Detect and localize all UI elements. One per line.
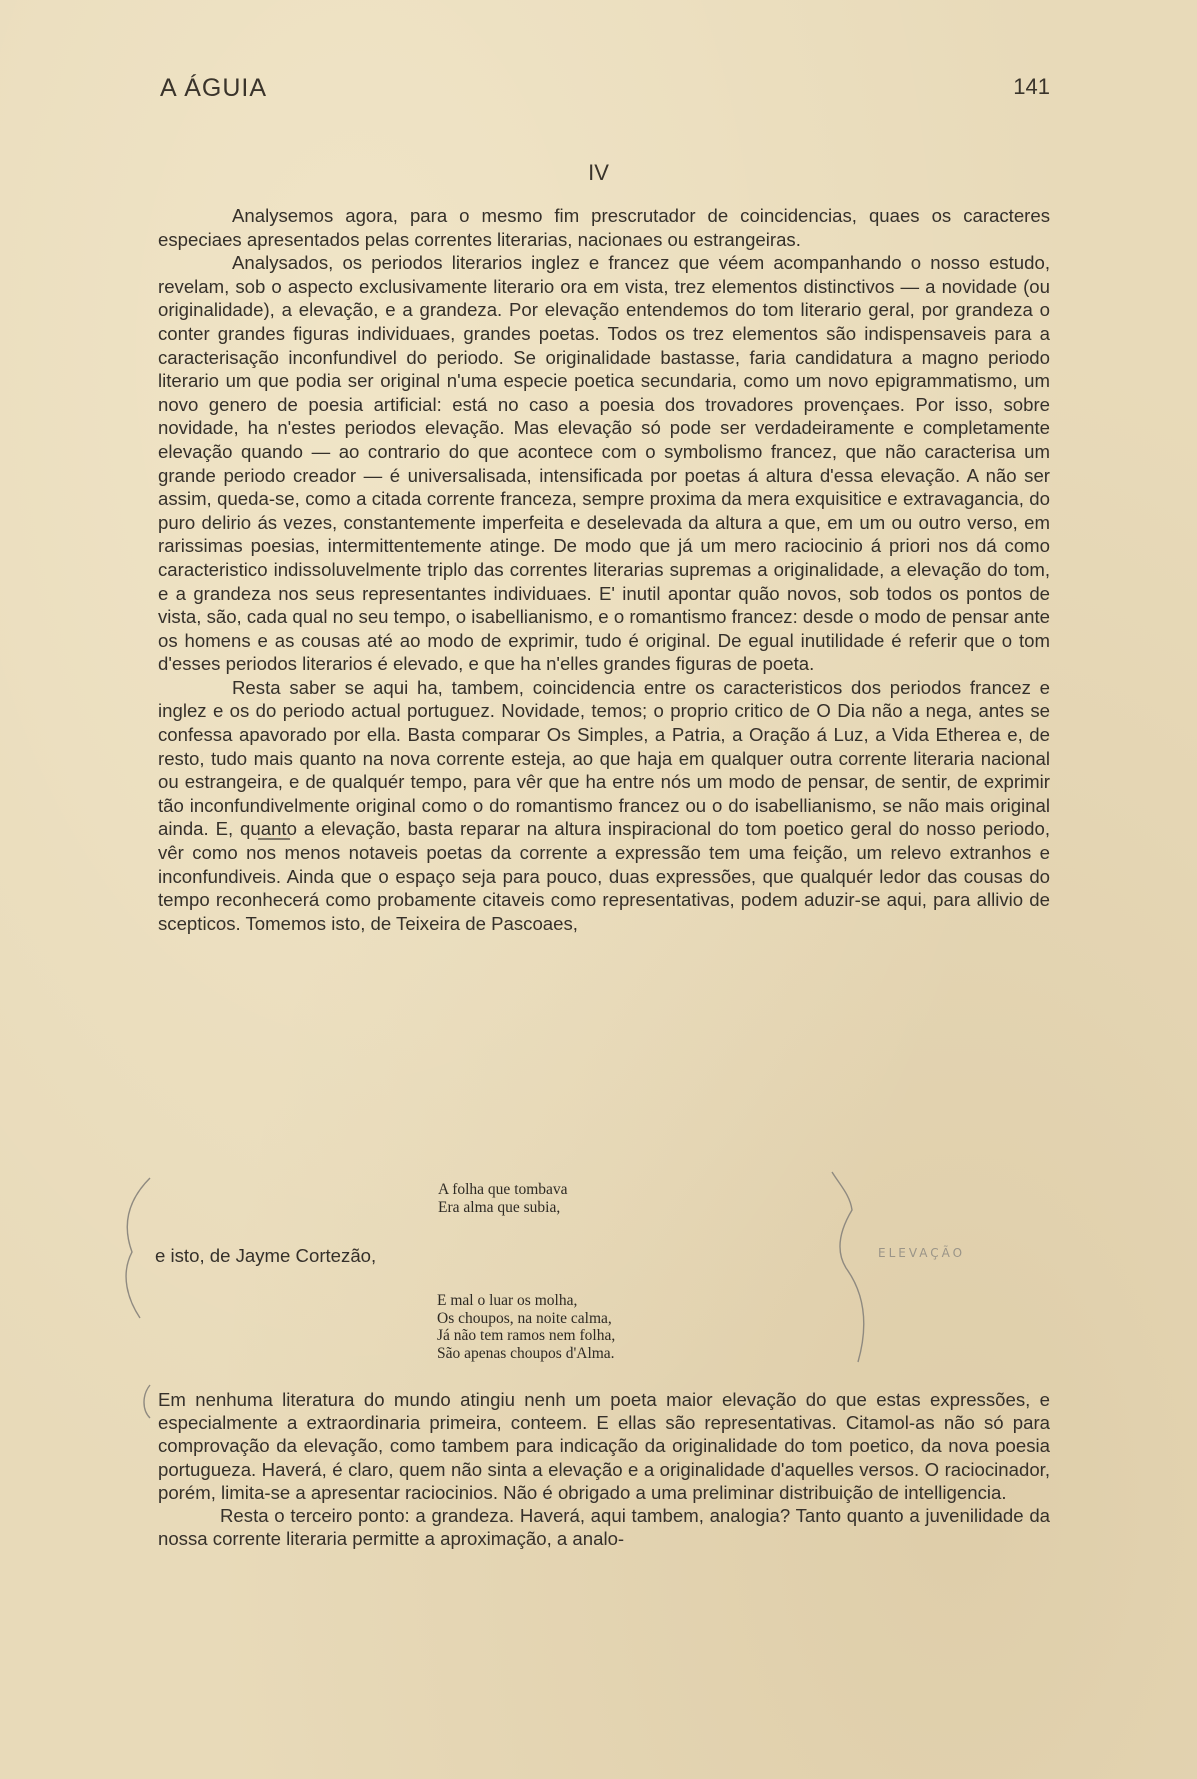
verse-intro-cortezao: e isto, de Jayme Cortezão, xyxy=(155,1245,377,1266)
paragraph-4: Em nenhuma literatura do mundo atingiu nenh um poeta maior elevação do que estas expressões, e especialmente a extraordinaria primeira, conteem. E ellas são representativas. Citamol-as não só para comprovação da elevação, como tambem para indicação da originalidade do tom poetico, da nova poesia portugueza. Haverá, é claro, quem não sinta a elevação e a originalidade d'aquelles versos. O raciocinador, porém, limita-se a apresentar raciocinios. Não é obrigado a uma preliminar distribuição de intelligencia. xyxy=(158,1389,1050,1503)
left-bracket-mark xyxy=(126,1178,150,1318)
verse-line: A folha que tombava xyxy=(438,1181,568,1198)
verse-line: Era alma que subia, xyxy=(438,1198,561,1216)
verse-line: São apenas choupos d'Alma. xyxy=(437,1344,615,1362)
paragraph-2: Analysados, os periodos literarios inglez e francez que véem acompanhando o nosso estudo, revelam, sob o aspecto exclusivamente literario ora em vista, trez elementos distinctivos — a novidade (ou originalidade), a elevação, e a grandeza. Por elevação entendemos do tom literario geral, por grandeza o conter grandes figuras individuaes, grandes poetas. Todos os trez elementos são indispensaveis para a caracterisação inconfundivel do periodo. Se originalidade bastasse, faria candidatura a magno periodo literario um que podia ser original n'uma especie poetica secundaria, como um novo epigrammatismo, um novo genero de poesia artificial: está no caso a poesia dos trovadores provençaes. Por isso, sobre novidade, ha n'estes periodos elevação. Mas elevação só pode ser verdadeiramente e completamente elevação quando — ao contrario do que acontece com o symbolismo francez, que não caracterisa um grande periodo creador — é universalisada, intensificada por poetas á altura d'essa elevação. A não ser assim, queda-se, como a citada corrente franceza, sempre proxima da mera exquisitice e extravagancia, do puro delirio ás vezes, constantemente imperfeita e deselevada da altura a que, em um ou outro verso, em rarissimas poesias, intermittentemente atinge. De modo que já um mero raciocinio á priori nos dá como caracteristico indissoluvelmente triplo das correntes literarias supremas a originalidade, a elevação do tom, e a grandeza nos seus representantes individuaes. E' inutil apontar quão novos, sob todos os pontos de vista, são, cada qual no seu tempo, o isabellianismo, e o romantismo francez: desde o modo de pensar ante os homens e as cousas até ao modo de exprimir, tudo é original. De egual inutilidade é referir que o tom d'esses periodos literarios é elevado, e que ha n'elles grandes figuras de poeta. xyxy=(158,252,1050,675)
section-heading: IV xyxy=(588,160,609,185)
page-number: 141 xyxy=(1013,74,1050,99)
verse-line: Os choupos, na noite calma, xyxy=(437,1309,612,1327)
paragraph-1: Analysemos agora, para o mesmo fim prescrutador de coincidencias, quaes os caracteres especiaes apresentados pelas correntes literarias, nacionaes ou estrangeiras. xyxy=(158,205,1050,250)
right-bracket-mark xyxy=(832,1172,864,1362)
main-text xyxy=(158,204,1050,935)
pencil-margin-note: ELEVAÇÃO xyxy=(878,1246,966,1260)
verse-line: Já não tem ramos nem folha, xyxy=(437,1327,616,1344)
left-bracket-lower-mark xyxy=(144,1385,150,1418)
paragraph-5: Resta o terceiro ponto: a grandeza. Haverá, aqui tambem, analogia? Tanto quanto a juvenilidade da nossa corrente literaria permitte a aproximação, a analo- xyxy=(158,1505,1050,1550)
verse-line: E mal o luar os molha, xyxy=(437,1292,578,1309)
paragraph-3: Resta saber se aqui ha, tambem, coincidencia entre os caracteristicos dos periodos francez e inglez e os do periodo actual portuguez. Novidade, temos; o proprio critico de O Dia não a nega, antes se confessa apavorado por ella. Basta comparar Os Simples, a Patria, a Oração á Luz, a Vida Etherea e, de resto, tudo mais quanto na nova corrente esteja, ao que haja em qualquer outra corrente literaria nacional ou estrangeira, e de qualquér tempo, para vêr que ha entre nós um modo de pensar, de sentir, de exprimir tão inconfundivelmente original como o do romantismo francez ou o do isabellianismo, se não mais original ainda. E, quanto a elevação, basta reparar na altura inspiracional do tom poetico geral do nosso periodo, vêr como nos menos notaveis poetas da corrente a expressão tem uma feição, um relevo extranhos e inconfundiveis. Ainda que o espaço seja para pouco, duas expressões, que qualquér ledor das cousas do tempo reconhecerá como probamente citaveis como representativas, podem aduzir-se aqui, para allivio de scepticos. Tomemos isto, de Teixeira de Pascoaes, xyxy=(158,676,1050,934)
lower-text xyxy=(158,1388,1050,1550)
verse-cortezao xyxy=(437,1292,615,1362)
running-title: A ÁGUIA xyxy=(160,74,268,102)
page-header xyxy=(160,74,1050,110)
verse-pascoaes xyxy=(438,1181,568,1216)
